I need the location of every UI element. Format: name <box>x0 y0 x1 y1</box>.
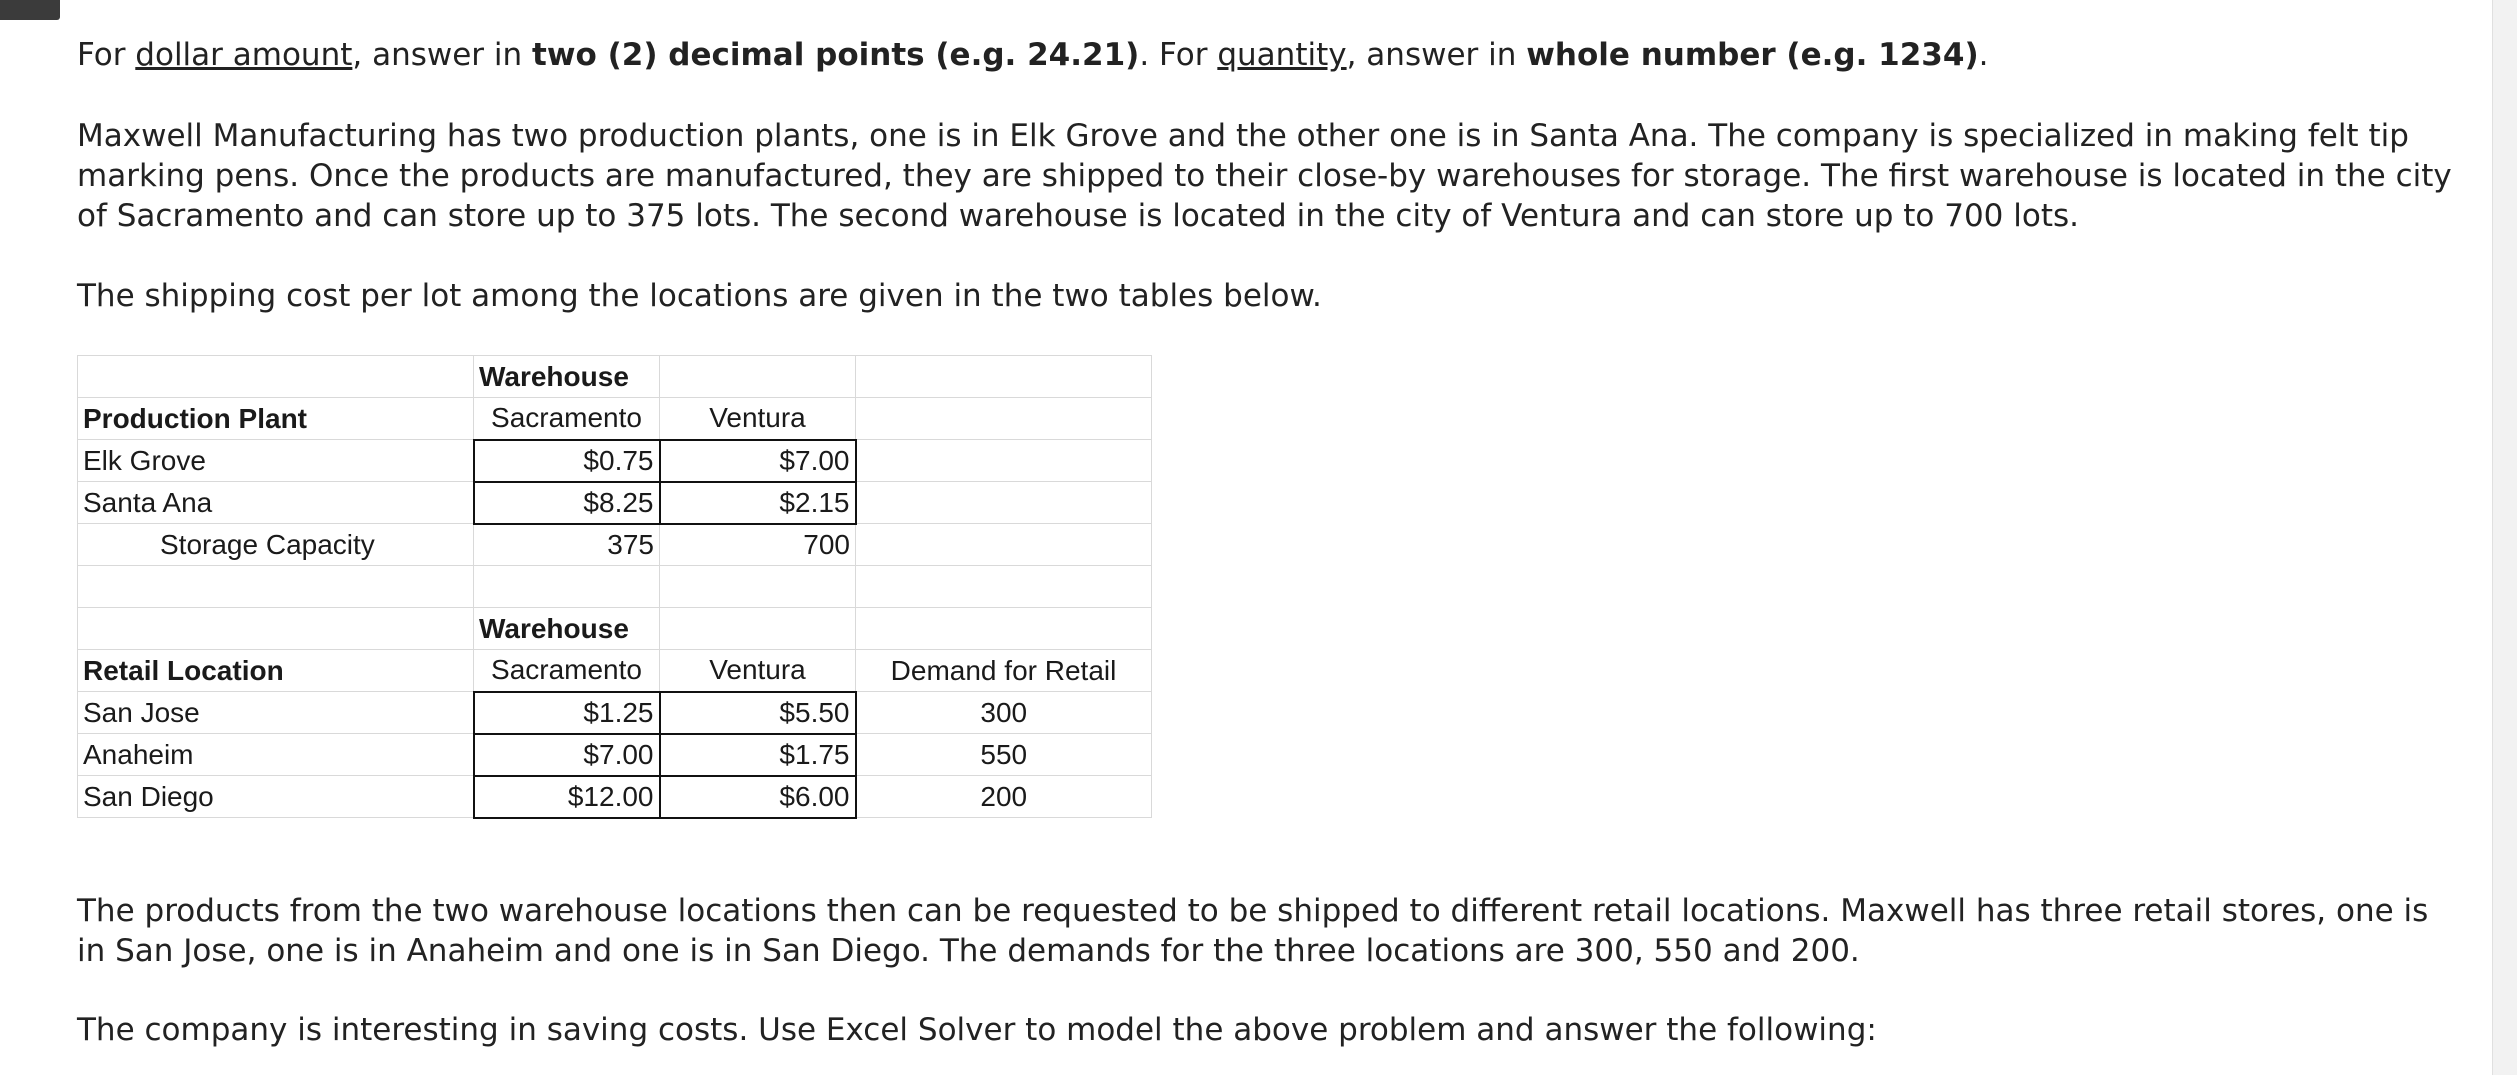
production-plant-header: Production Plant <box>78 398 474 440</box>
demand-cell: 550 <box>856 734 1152 776</box>
table-row <box>78 482 1152 524</box>
intro-text: . For <box>1139 37 1218 73</box>
cost-cell: $1.75 <box>660 734 856 776</box>
cost-cell: $7.00 <box>474 734 660 776</box>
table-row <box>78 356 1152 398</box>
col-header-sacramento: Sacramento <box>474 398 660 440</box>
row-label: San Jose <box>78 692 474 734</box>
row-label: Elk Grove <box>78 440 474 482</box>
intro-text: , answer in <box>352 37 533 73</box>
shipping-intro: The shipping cost per lot among the locations are given in the two tables below. <box>77 278 1322 314</box>
warehouse-group-header: Warehouse <box>474 608 660 650</box>
dollar-rule: two (2) decimal points (e.g. 24.21) <box>532 37 1140 73</box>
intro-text: For <box>77 37 136 73</box>
intro-text: , answer in <box>1346 37 1527 73</box>
table-cell <box>78 608 474 650</box>
shipping-cost-tables <box>77 355 1152 819</box>
retail-paragraph: The products from the two warehouse locations then can be requested to be shipped to different retail locations. Maxwell has three retail stores, one is in San Jose, one is in Anaheim and one is in San Diego. The demands for the three locations are 300, 550 and 200. <box>77 893 2429 969</box>
cost-cell: $12.00 <box>474 776 660 818</box>
table-cell <box>660 608 856 650</box>
table-cell <box>78 566 474 608</box>
table-cell <box>856 356 1152 398</box>
row-label: San Diego <box>78 776 474 818</box>
row-label: Santa Ana <box>78 482 474 524</box>
col-header-demand: Demand for Retail <box>856 650 1152 692</box>
demand-cell: 200 <box>856 776 1152 818</box>
table-row <box>78 608 1152 650</box>
corner-tab <box>0 0 60 20</box>
cost-cell: $1.25 <box>474 692 660 734</box>
table-row <box>78 692 1152 734</box>
table-cell <box>856 440 1152 482</box>
row-label: Anaheim <box>78 734 474 776</box>
table-row <box>78 440 1152 482</box>
capacity-cell: 375 <box>474 524 660 566</box>
quantity-rule: whole number (e.g. 1234) <box>1526 37 1979 73</box>
table-cell <box>660 356 856 398</box>
cost-cell: $8.25 <box>474 482 660 524</box>
storage-capacity-label: Storage Capacity <box>78 524 474 566</box>
retail-location-header: Retail Location <box>78 650 474 692</box>
table-cell <box>856 482 1152 524</box>
cost-cell: $7.00 <box>660 440 856 482</box>
table-row <box>78 398 1152 440</box>
warehouse-group-header: Warehouse <box>474 356 660 398</box>
closing-paragraph: The company is interesting in saving costs. Use Excel Solver to model the above problem and answer the following: <box>77 1012 1877 1048</box>
table-row <box>78 776 1152 818</box>
table-row <box>78 650 1152 692</box>
dollar-amount-term: dollar amount <box>135 37 353 73</box>
problem-description: Maxwell Manufacturing has two production plants, one is in Elk Grove and the other one is in Santa Ana. The company is specialized in making felt tip marking pens. Once the products are manufactured, they are shipped to their close-by warehouses for storage. The first warehouse is located in the city of Sacramento and can store up to 375 lots. The second warehouse is located in the city of Ventura and can store up to 700 lots. <box>77 118 2452 234</box>
table-cell <box>660 566 856 608</box>
table-cell <box>856 398 1152 440</box>
col-header-ventura: Ventura <box>660 398 856 440</box>
col-header-ventura: Ventura <box>660 650 856 692</box>
capacity-cell: 700 <box>660 524 856 566</box>
table-row <box>78 734 1152 776</box>
col-header-sacramento: Sacramento <box>474 650 660 692</box>
answer-format-instructions <box>77 35 2457 75</box>
intro-text: . <box>1978 37 1989 73</box>
cost-cell: $2.15 <box>660 482 856 524</box>
table-cell <box>856 566 1152 608</box>
table-cell <box>474 566 660 608</box>
table-row <box>78 524 1152 566</box>
demand-cell: 300 <box>856 692 1152 734</box>
cost-cell: $0.75 <box>474 440 660 482</box>
cost-cell: $5.50 <box>660 692 856 734</box>
cost-cell: $6.00 <box>660 776 856 818</box>
quantity-term: quantity <box>1217 37 1347 73</box>
table-cell <box>78 356 474 398</box>
table-cell <box>856 608 1152 650</box>
table-row <box>78 566 1152 608</box>
scrollbar[interactable] <box>2492 0 2517 1075</box>
table-cell <box>856 524 1152 566</box>
